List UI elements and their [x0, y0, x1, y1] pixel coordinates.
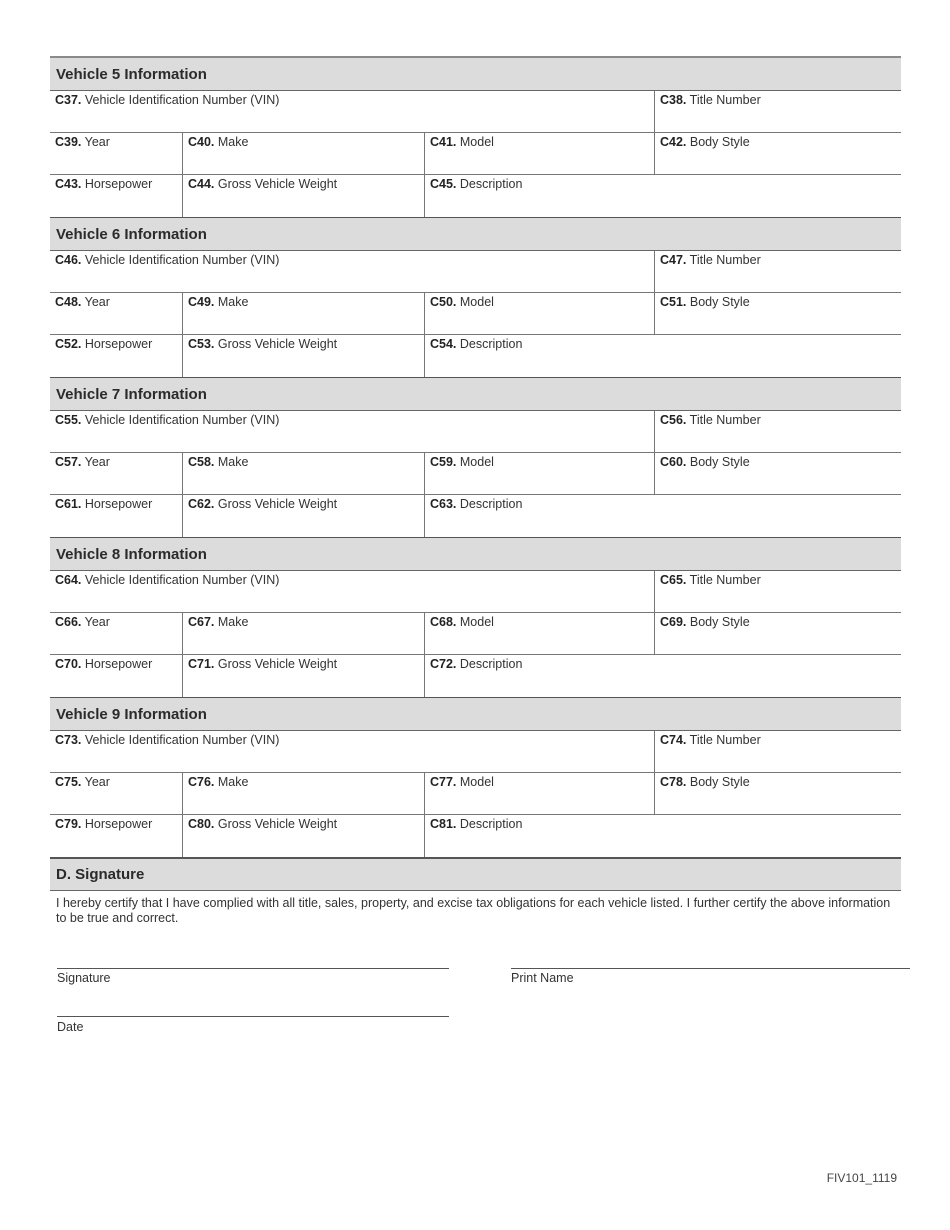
vehicle-row-vin	[50, 731, 901, 773]
year-field-code: C66.	[55, 615, 82, 629]
model-field[interactable]	[424, 293, 654, 334]
horsepower-field-label: Horsepower	[84, 657, 153, 671]
date-label: Date	[57, 1020, 84, 1034]
year-field-label: Year	[84, 615, 110, 629]
vin-field-label: Vehicle Identification Number (VIN)	[84, 733, 280, 747]
vehicle-section-header: Vehicle 6 Information	[50, 218, 901, 251]
vehicle-row-vin	[50, 251, 901, 293]
body-style-field-label: Body Style	[689, 615, 750, 629]
model-field[interactable]	[424, 133, 654, 174]
make-field-code: C40.	[188, 135, 215, 149]
gross-vehicle-weight-field-code: C53.	[188, 337, 215, 351]
title-number-field-label: Title Number	[689, 573, 761, 587]
vin-field-label: Vehicle Identification Number (VIN)	[84, 253, 280, 267]
year-field-code: C75.	[55, 775, 82, 789]
model-field-code: C50.	[430, 295, 457, 309]
description-field-label: Description	[459, 657, 523, 671]
vehicle-form	[50, 56, 901, 926]
year-field-code: C48.	[55, 295, 82, 309]
gross-vehicle-weight-field-label: Gross Vehicle Weight	[217, 177, 338, 191]
gross-vehicle-weight-field-code: C44.	[188, 177, 215, 191]
vin-field-code: C64.	[55, 573, 82, 587]
vin-field-code: C37.	[55, 93, 82, 107]
vehicle-section	[50, 538, 901, 698]
body-style-field[interactable]	[654, 773, 901, 814]
vin-field[interactable]	[50, 91, 654, 132]
gross-vehicle-weight-field-code: C62.	[188, 497, 215, 511]
body-style-field-code: C51.	[660, 295, 687, 309]
title-number-field-code: C38.	[660, 93, 687, 107]
vehicle-section-header: Vehicle 5 Information	[50, 58, 901, 91]
make-field-label: Make	[217, 615, 249, 629]
model-field-label: Model	[459, 295, 494, 309]
horsepower-field-label: Horsepower	[84, 497, 153, 511]
make-field-code: C76.	[188, 775, 215, 789]
body-style-field-code: C78.	[660, 775, 687, 789]
signature-section-header: D. Signature	[50, 858, 901, 891]
vehicle-section-header: Vehicle 8 Information	[50, 538, 901, 571]
make-field[interactable]	[182, 773, 424, 814]
description-field-code: C45.	[430, 177, 457, 191]
vehicle-row-vin	[50, 91, 901, 133]
gross-vehicle-weight-field-label: Gross Vehicle Weight	[217, 337, 338, 351]
signature-label: Signature	[57, 971, 111, 985]
year-field[interactable]	[50, 613, 182, 654]
year-field-code: C39.	[55, 135, 82, 149]
vehicle-row-vin	[50, 411, 901, 453]
make-field[interactable]	[182, 613, 424, 654]
year-field[interactable]	[50, 773, 182, 814]
title-number-field-code: C47.	[660, 253, 687, 267]
horsepower-field[interactable]	[50, 655, 182, 697]
vin-field-label: Vehicle Identification Number (VIN)	[84, 413, 280, 427]
vehicle-row-specs	[50, 335, 901, 377]
vin-field[interactable]	[50, 571, 654, 612]
make-field-code: C58.	[188, 455, 215, 469]
gross-vehicle-weight-field[interactable]	[182, 655, 424, 697]
make-field-label: Make	[217, 775, 249, 789]
description-field-label: Description	[459, 497, 523, 511]
model-field[interactable]	[424, 453, 654, 494]
vehicle-section	[50, 698, 901, 858]
horsepower-field-code: C61.	[55, 497, 82, 511]
body-style-field-code: C42.	[660, 135, 687, 149]
vehicle-row-details	[50, 773, 901, 815]
description-field-code: C54.	[430, 337, 457, 351]
body-style-field-code: C60.	[660, 455, 687, 469]
description-field-code: C63.	[430, 497, 457, 511]
title-number-field-label: Title Number	[689, 733, 761, 747]
title-number-field-code: C56.	[660, 413, 687, 427]
vehicle-row-vin	[50, 571, 901, 613]
body-style-field-code: C69.	[660, 615, 687, 629]
vehicle-section	[50, 378, 901, 538]
model-field-label: Model	[459, 775, 494, 789]
description-field[interactable]	[424, 815, 901, 857]
make-field-code: C67.	[188, 615, 215, 629]
model-field-code: C59.	[430, 455, 457, 469]
make-field[interactable]	[182, 293, 424, 334]
horsepower-field-code: C70.	[55, 657, 82, 671]
form-code: FIV101_1119	[826, 1171, 897, 1185]
model-field[interactable]	[424, 613, 654, 654]
title-number-field-label: Title Number	[689, 413, 761, 427]
description-field-label: Description	[459, 337, 523, 351]
year-field-label: Year	[84, 455, 110, 469]
body-style-field-label: Body Style	[689, 775, 750, 789]
horsepower-field[interactable]	[50, 175, 182, 217]
vin-field-code: C73.	[55, 733, 82, 747]
gross-vehicle-weight-field[interactable]	[182, 815, 424, 857]
description-field-label: Description	[459, 177, 523, 191]
body-style-field-label: Body Style	[689, 455, 750, 469]
vehicles-container	[50, 58, 901, 858]
body-style-field[interactable]	[654, 453, 901, 494]
make-field-label: Make	[217, 135, 249, 149]
horsepower-field-code: C43.	[55, 177, 82, 191]
body-style-field-label: Body Style	[689, 135, 750, 149]
title-number-field-label: Title Number	[689, 253, 761, 267]
description-field-code: C81.	[430, 817, 457, 831]
model-field-code: C41.	[430, 135, 457, 149]
title-number-field[interactable]	[654, 731, 901, 772]
gross-vehicle-weight-field-label: Gross Vehicle Weight	[217, 657, 338, 671]
body-style-field[interactable]	[654, 133, 901, 174]
signature-line[interactable]	[57, 968, 449, 969]
gross-vehicle-weight-field[interactable]	[182, 335, 424, 377]
year-field-label: Year	[84, 775, 110, 789]
horsepower-field[interactable]	[50, 815, 182, 857]
vin-field[interactable]	[50, 731, 654, 772]
date-line[interactable]	[57, 1016, 449, 1017]
description-field-label: Description	[459, 817, 523, 831]
vin-field-label: Vehicle Identification Number (VIN)	[84, 93, 280, 107]
model-field-code: C68.	[430, 615, 457, 629]
horsepower-field-label: Horsepower	[84, 817, 153, 831]
vehicle-row-details	[50, 133, 901, 175]
year-field-label: Year	[84, 135, 110, 149]
title-number-field-code: C74.	[660, 733, 687, 747]
gross-vehicle-weight-field-label: Gross Vehicle Weight	[217, 497, 338, 511]
body-style-field[interactable]	[654, 613, 901, 654]
make-field[interactable]	[182, 453, 424, 494]
vehicle-row-details	[50, 453, 901, 495]
gross-vehicle-weight-field-code: C80.	[188, 817, 215, 831]
gross-vehicle-weight-field[interactable]	[182, 495, 424, 537]
make-field[interactable]	[182, 133, 424, 174]
vin-field-code: C46.	[55, 253, 82, 267]
vin-field-code: C55.	[55, 413, 82, 427]
print-name-label: Print Name	[511, 971, 574, 985]
vehicle-section-header: Vehicle 7 Information	[50, 378, 901, 411]
vehicle-row-specs	[50, 495, 901, 537]
year-field[interactable]	[50, 293, 182, 334]
description-field[interactable]	[424, 335, 901, 377]
vehicle-section-header: Vehicle 9 Information	[50, 698, 901, 731]
description-field-code: C72.	[430, 657, 457, 671]
gross-vehicle-weight-field-label: Gross Vehicle Weight	[217, 817, 338, 831]
title-number-field[interactable]	[654, 251, 901, 292]
vehicle-row-details	[50, 293, 901, 335]
body-style-field[interactable]	[654, 293, 901, 334]
certification-text: I hereby certify that I have complied with all title, sales, property, and excise tax obligations for each vehicle listed. I further certify the above information to be true and correct.	[56, 896, 891, 925]
vin-field-label: Vehicle Identification Number (VIN)	[84, 573, 280, 587]
model-field[interactable]	[424, 773, 654, 814]
gross-vehicle-weight-field-code: C71.	[188, 657, 215, 671]
year-field[interactable]	[50, 133, 182, 174]
horsepower-field[interactable]	[50, 495, 182, 537]
vin-field[interactable]	[50, 411, 654, 452]
horsepower-field-code: C79.	[55, 817, 82, 831]
description-field[interactable]	[424, 175, 901, 217]
horsepower-field-label: Horsepower	[84, 177, 153, 191]
horsepower-field-label: Horsepower	[84, 337, 153, 351]
vehicle-row-details	[50, 613, 901, 655]
model-field-label: Model	[459, 615, 494, 629]
title-number-field-label: Title Number	[689, 93, 761, 107]
title-number-field[interactable]	[654, 571, 901, 612]
vin-field[interactable]	[50, 251, 654, 292]
make-field-code: C49.	[188, 295, 215, 309]
year-field-code: C57.	[55, 455, 82, 469]
vehicle-row-specs	[50, 655, 901, 697]
horsepower-field[interactable]	[50, 335, 182, 377]
make-field-label: Make	[217, 295, 249, 309]
make-field-label: Make	[217, 455, 249, 469]
year-field[interactable]	[50, 453, 182, 494]
horsepower-field-code: C52.	[55, 337, 82, 351]
vehicle-section	[50, 58, 901, 218]
model-field-code: C77.	[430, 775, 457, 789]
print-name-line[interactable]	[511, 968, 910, 969]
description-field[interactable]	[424, 655, 901, 697]
year-field-label: Year	[84, 295, 110, 309]
body-style-field-label: Body Style	[689, 295, 750, 309]
vehicle-row-specs	[50, 175, 901, 217]
description-field[interactable]	[424, 495, 901, 537]
vehicle-row-specs	[50, 815, 901, 857]
title-number-field-code: C65.	[660, 573, 687, 587]
title-number-field[interactable]	[654, 91, 901, 132]
model-field-label: Model	[459, 455, 494, 469]
gross-vehicle-weight-field[interactable]	[182, 175, 424, 217]
model-field-label: Model	[459, 135, 494, 149]
vehicle-section	[50, 218, 901, 378]
title-number-field[interactable]	[654, 411, 901, 452]
